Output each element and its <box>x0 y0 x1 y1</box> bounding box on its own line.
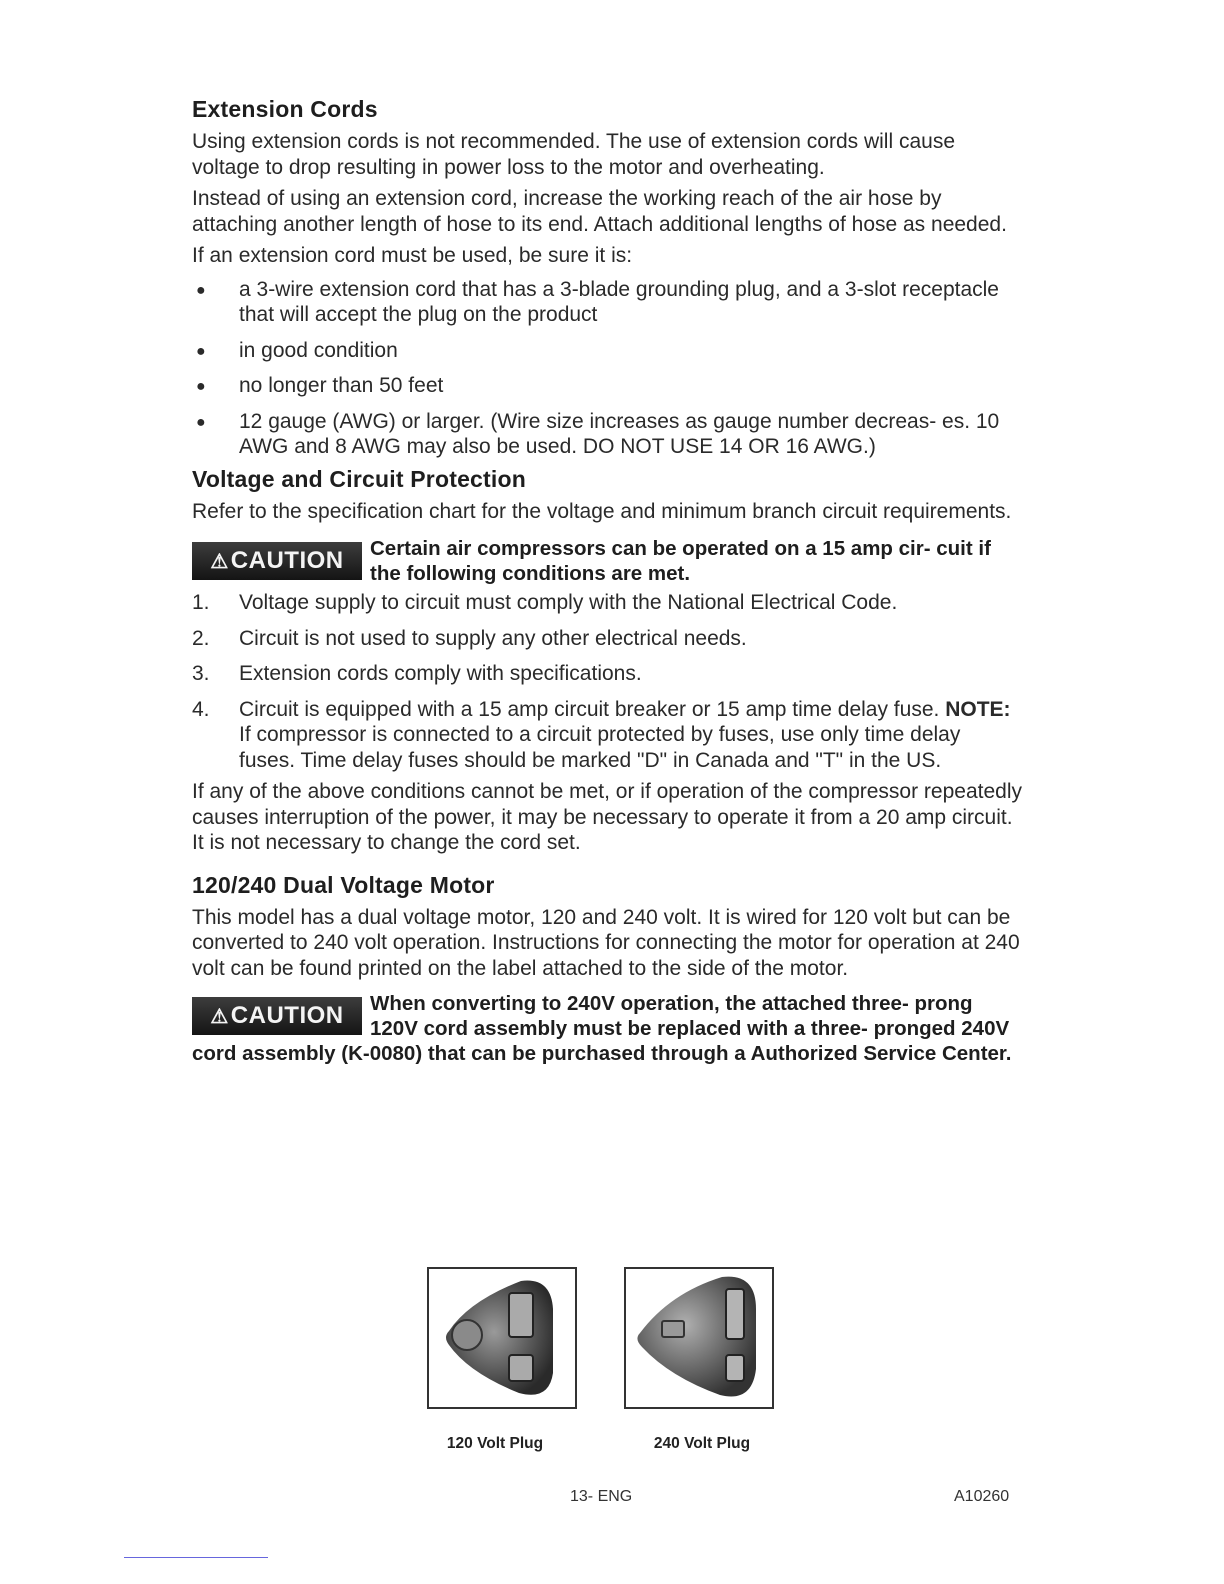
bullet-icon: ● <box>196 413 206 431</box>
list-item: 2. Circuit is not used to supply any other electrical needs. <box>192 626 747 650</box>
caution-text: Certain air compressors can be operated on a 15 amp cir- cuit if the following conditions are met. <box>370 537 991 585</box>
plug-240v-caption: 240 Volt Plug <box>653 1435 751 1452</box>
caution-text: When converting to 240V operation, the attached three- prong 120V cord assembly must be replaced with a three- pronged 240V cord assembly (K-0080) that can be purchased through a Authorized Service Center. <box>192 992 1012 1065</box>
extension-requirements-list <box>192 277 1022 460</box>
caution-badge: ⚠ CAUTION <box>192 542 362 580</box>
document-code: A10260 <box>954 1488 1010 1505</box>
extension-cords-heading: Extension Cords <box>192 96 378 122</box>
dual-voltage-heading: 120/240 Dual Voltage Motor <box>192 871 495 898</box>
page-content <box>192 96 1022 1066</box>
list-item: ● 12 gauge (AWG) or larger. (Wire size increases as gauge number decreas- es. 10 AWG and 8 AWG may also be used. DO NOT USE 14 OR 16 AWG.) <box>196 409 1000 458</box>
bullet-icon: ● <box>196 342 206 360</box>
warning-triangle-icon: ⚠ <box>210 1005 229 1028</box>
extension-para-1: Using extension cords is not recommended. The use of extension cords will cause voltage to drop resulting in power loss to the motor and overheating. <box>192 130 956 179</box>
list-item: 4. Circuit is equipped with a 15 amp circuit breaker or 15 amp time delay fuse. NOTE: If compressor is connected to a circuit protected by fuses, use only time delay fuses. Time delay fuses should be marked "D" in Canada and "T" in the US. <box>192 697 1011 772</box>
footer-rule <box>124 1557 268 1558</box>
warning-triangle-icon: ⚠ <box>210 550 229 573</box>
plug-120v-icon <box>429 1269 575 1407</box>
caution-block-15amp <box>192 536 1022 586</box>
plug-120v-image <box>427 1267 577 1409</box>
voltage-para-2: If any of the above conditions cannot be met, or if operation of the compressor repeatedly causes interruption of the power, it may be necessary to operate it from a 20 amp circuit. It is not necessary to change the cord set. <box>192 780 1022 854</box>
dual-voltage-para: This model has a dual voltage motor, 120 and 240 volt. It is wired for 120 volt but can be converted to 240 volt operation. Instructions for connecting the motor for operation at 240 volt can be found printed on the label attached to the side of the motor. <box>192 905 1020 980</box>
plug-240v-image <box>624 1267 774 1409</box>
list-item: 1. Voltage supply to circuit must comply with the National Electrical Code. <box>192 591 898 614</box>
caution-badge: ⚠ CAUTION <box>192 997 362 1035</box>
bullet-icon: ● <box>196 378 206 395</box>
note-label: NOTE: <box>945 697 1011 721</box>
list-item: ● no longer than 50 feet <box>192 373 1022 399</box>
list-item: 3. Extension cords comply with specifications. <box>192 662 642 685</box>
plug-240v-icon <box>626 1269 772 1407</box>
caution-block-240v <box>192 991 1022 1066</box>
bullet-icon: ● <box>196 281 206 299</box>
extension-para-3: If an extension cord must be used, be sure it is: <box>192 244 633 267</box>
plug-figures <box>427 1267 777 1467</box>
circuit-conditions-list <box>192 590 1022 773</box>
list-item: ● a 3-wire extension cord that has a 3-blade grounding plug, and a 3-slot receptacle that will accept the plug on the product <box>196 277 999 326</box>
plug-120v-caption: 120 Volt Plug <box>446 1435 544 1452</box>
voltage-para-1: Refer to the specification chart for the voltage and minimum branch circuit requirements. <box>192 499 1012 523</box>
voltage-protection-heading: Voltage and Circuit Protection <box>192 465 526 492</box>
list-item: ● in good condition <box>192 338 1022 364</box>
extension-para-2: Instead of using an extension cord, increase the working reach of the air hose by attaching another length of hose to its end. Attach additional lengths of hose as needed. <box>192 187 1007 236</box>
page-number: 13- ENG <box>570 1488 633 1505</box>
